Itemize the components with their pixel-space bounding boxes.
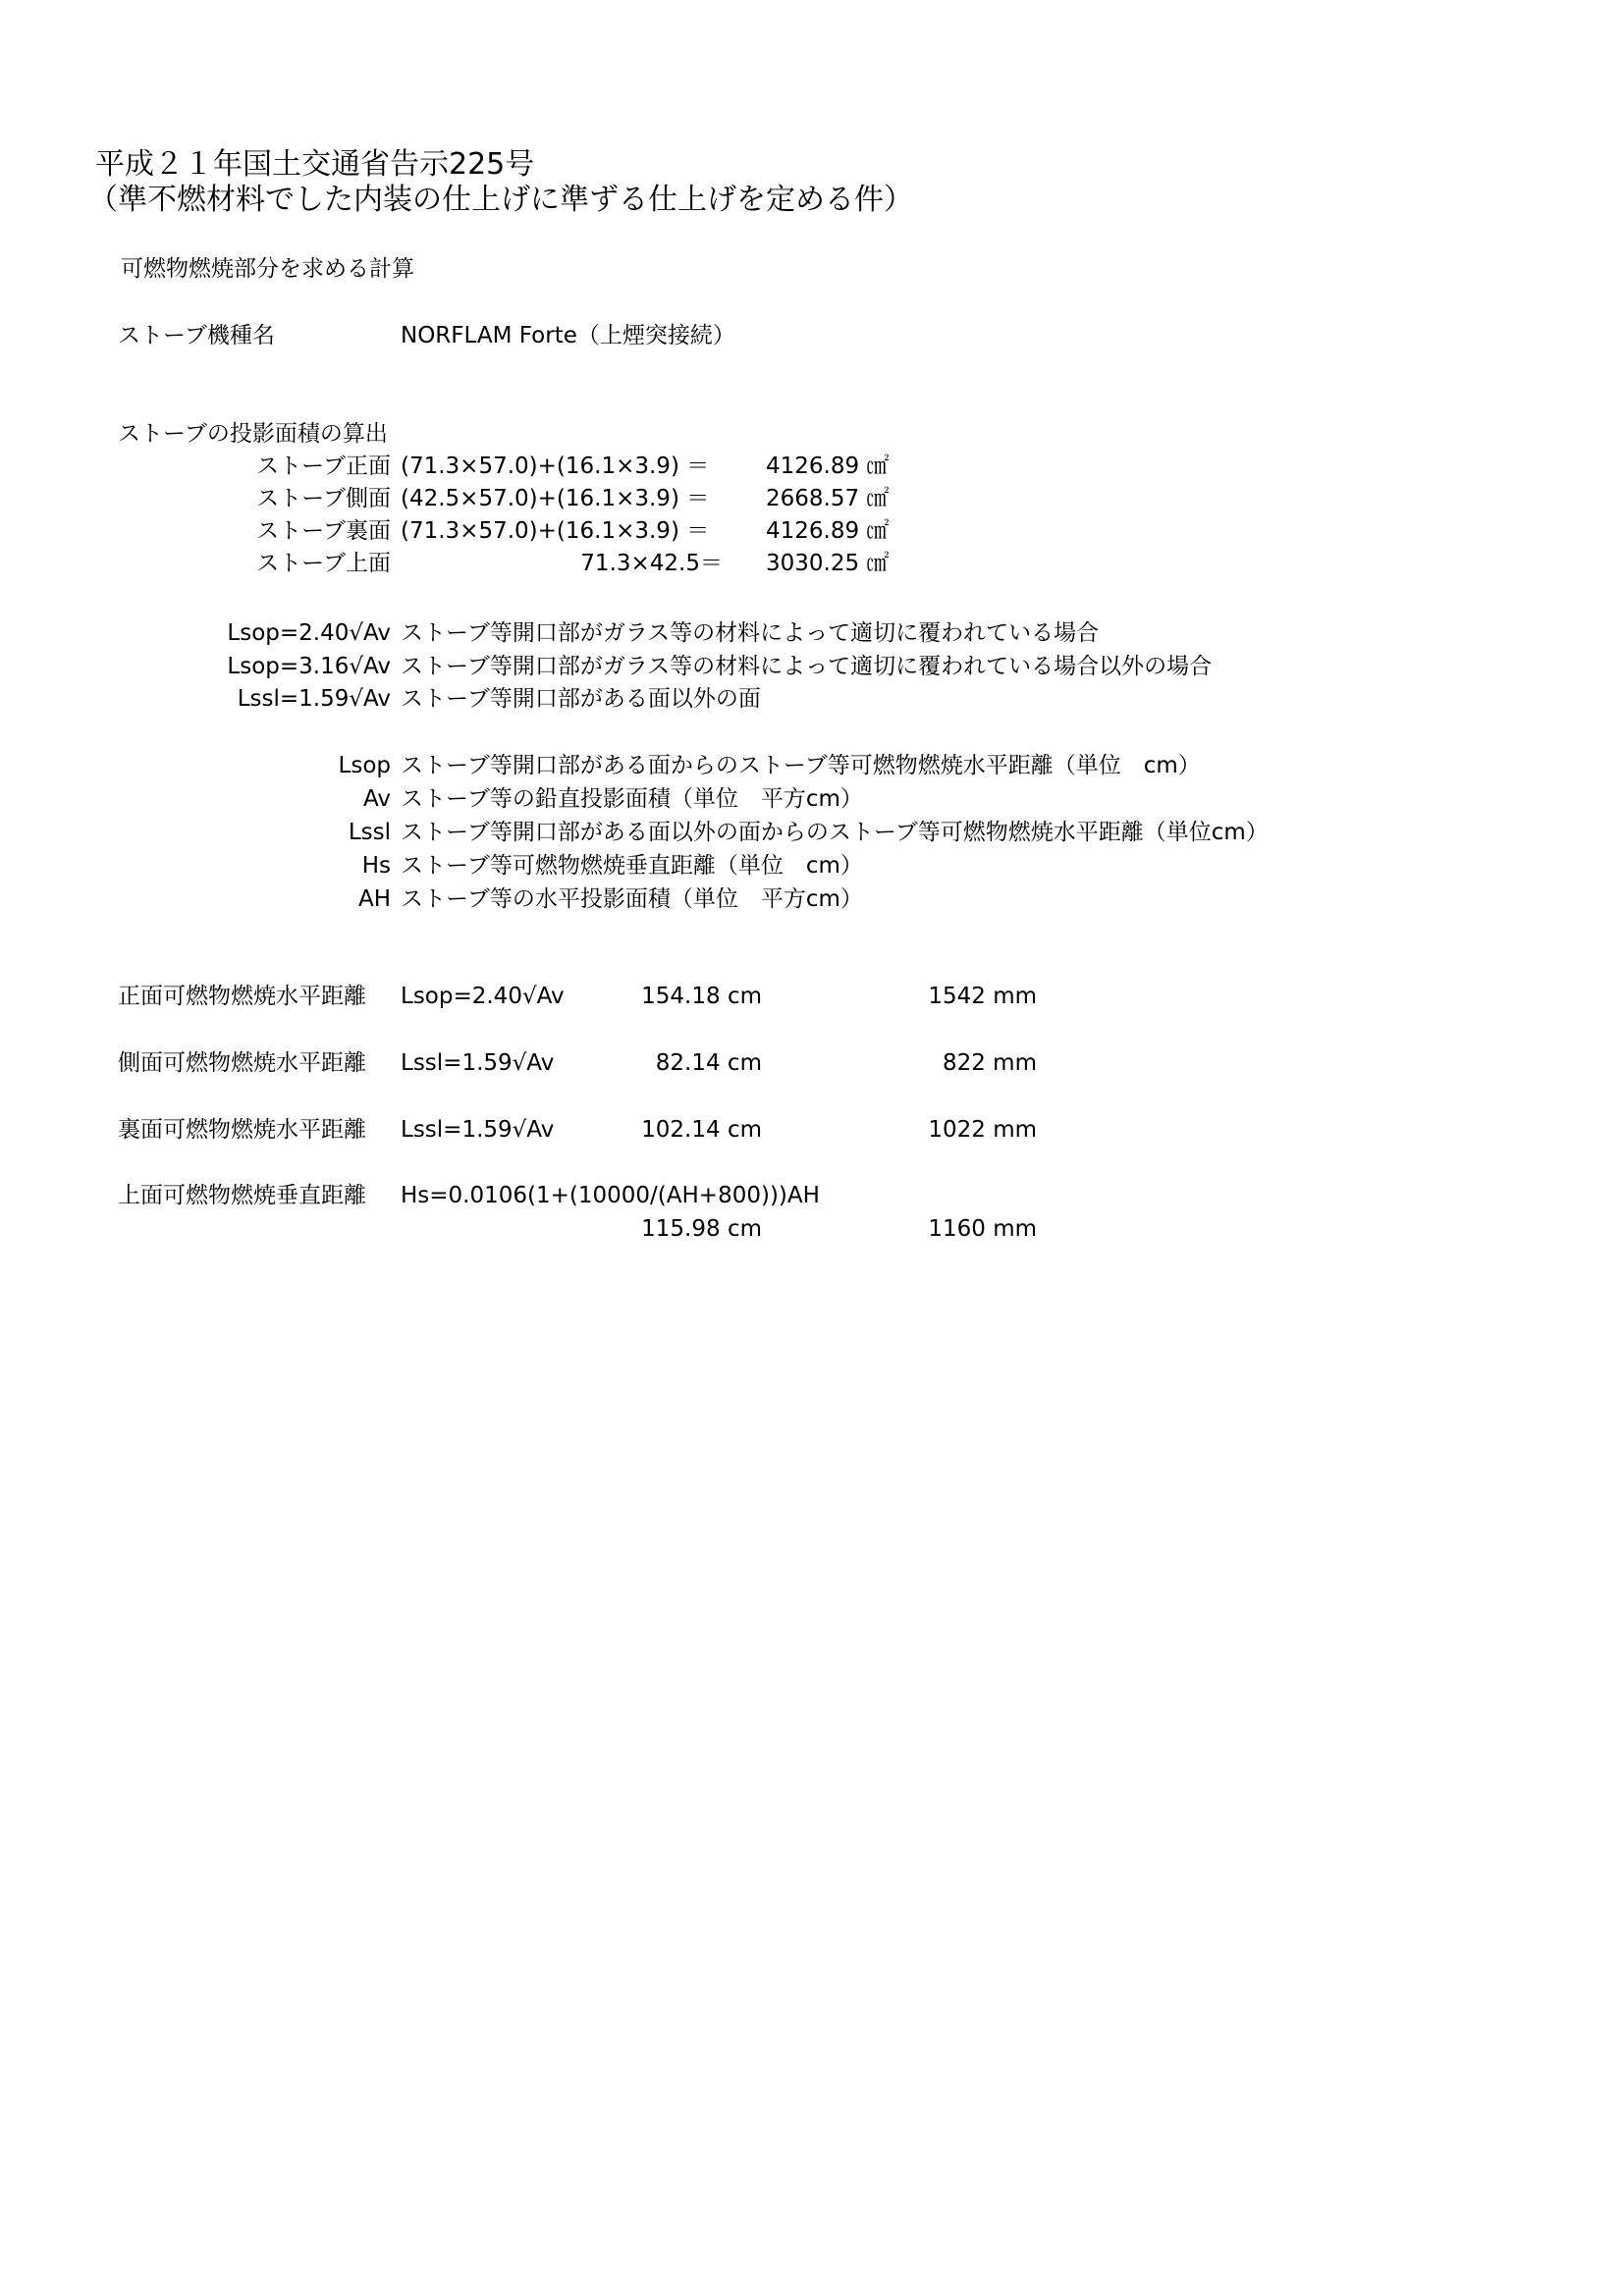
projection-value: 4126.89 ㎠ [766,518,890,544]
result-formula: Lsop=2.40√Av [401,984,565,1009]
projection-value: 3030.25 ㎠ [766,551,890,576]
formula-expression: Lsop=2.40√Av [227,620,391,646]
result-mm-value: 1022 mm [928,1117,1037,1143]
projection-label: ストーブ上面 [256,551,391,576]
result-mm-value: 1160 mm [928,1216,1037,1242]
section-title: 可燃物燃焼部分を求める計算 [121,256,414,282]
projection-label: ストーブ側面 [256,486,391,511]
formula-expression: Lsop=3.16√Av [227,654,391,679]
projection-label: ストーブ裏面 [256,518,391,544]
result-cm-value: 102.14 cm [641,1117,762,1143]
definition-description: ストーブ等の鉛直投影面積（単位 平方cm） [401,786,863,812]
definition-description: ストーブ等開口部がある面以外の面からのストーブ等可燃物燃焼水平距離（単位cm） [401,820,1269,845]
document-subtitle: （準不燃材料でした内装の仕上げに準ずる仕上げを定める件） [88,183,913,217]
projection-formula: 71.3×42.5＝ [580,551,723,576]
result-cm-value: 115.98 cm [641,1216,762,1242]
result-label: 裏面可燃物燃焼水平距離 [118,1117,366,1143]
document-title: 平成２１年国土交通省告示225号 [95,147,535,182]
projection-label: ストーブ正面 [256,454,391,479]
definition-symbol: Lsop [338,753,391,778]
result-label: 側面可燃物燃焼水平距離 [118,1050,366,1076]
projection-value: 2668.57 ㎠ [766,486,890,511]
formula-description: ストーブ等開口部がガラス等の材料によって適切に覆われている場合以外の場合 [401,654,1213,679]
projection-formula: (71.3×57.0)+(16.1×3.9) ＝ [401,454,710,479]
definition-description: ストーブ等開口部がある面からのストーブ等可燃物燃焼水平距離（単位 cm） [401,753,1201,778]
stove-model-label: ストーブ機種名 [118,323,275,348]
result-label: 上面可燃物燃焼垂直距離 [118,1183,366,1208]
projection-formula: (42.5×57.0)+(16.1×3.9) ＝ [401,486,710,511]
definition-symbol: Av [363,786,391,812]
result-formula: Lssl=1.59√Av [401,1050,555,1076]
projection-formula: (71.3×57.0)+(16.1×3.9) ＝ [401,518,710,544]
formula-expression: Lssl=1.59√Av [237,686,391,712]
projection-heading: ストーブの投影面積の算出 [118,421,388,447]
result-formula: Hs=0.0106(1+(10000/(AH+800)))AH [401,1183,820,1208]
definition-description: ストーブ等の水平投影面積（単位 平方cm） [401,886,863,912]
result-formula: Lssl=1.59√Av [401,1117,555,1143]
definition-symbol: Lssl [348,820,391,845]
result-label: 正面可燃物燃焼水平距離 [118,984,366,1009]
definition-symbol: Hs [361,853,391,879]
definition-symbol: AH [357,886,391,912]
result-cm-value: 154.18 cm [641,984,762,1009]
stove-model-value: NORFLAM Forte（上煙突接続） [401,323,735,348]
formula-description: ストーブ等開口部がある面以外の面 [401,686,761,712]
result-mm-value: 822 mm [942,1050,1037,1076]
definition-description: ストーブ等可燃物燃焼垂直距離（単位 cm） [401,853,863,879]
result-mm-value: 1542 mm [928,984,1037,1009]
projection-value: 4126.89 ㎠ [766,454,890,479]
formula-description: ストーブ等開口部がガラス等の材料によって適切に覆われている場合 [401,620,1100,646]
result-cm-value: 82.14 cm [655,1050,762,1076]
